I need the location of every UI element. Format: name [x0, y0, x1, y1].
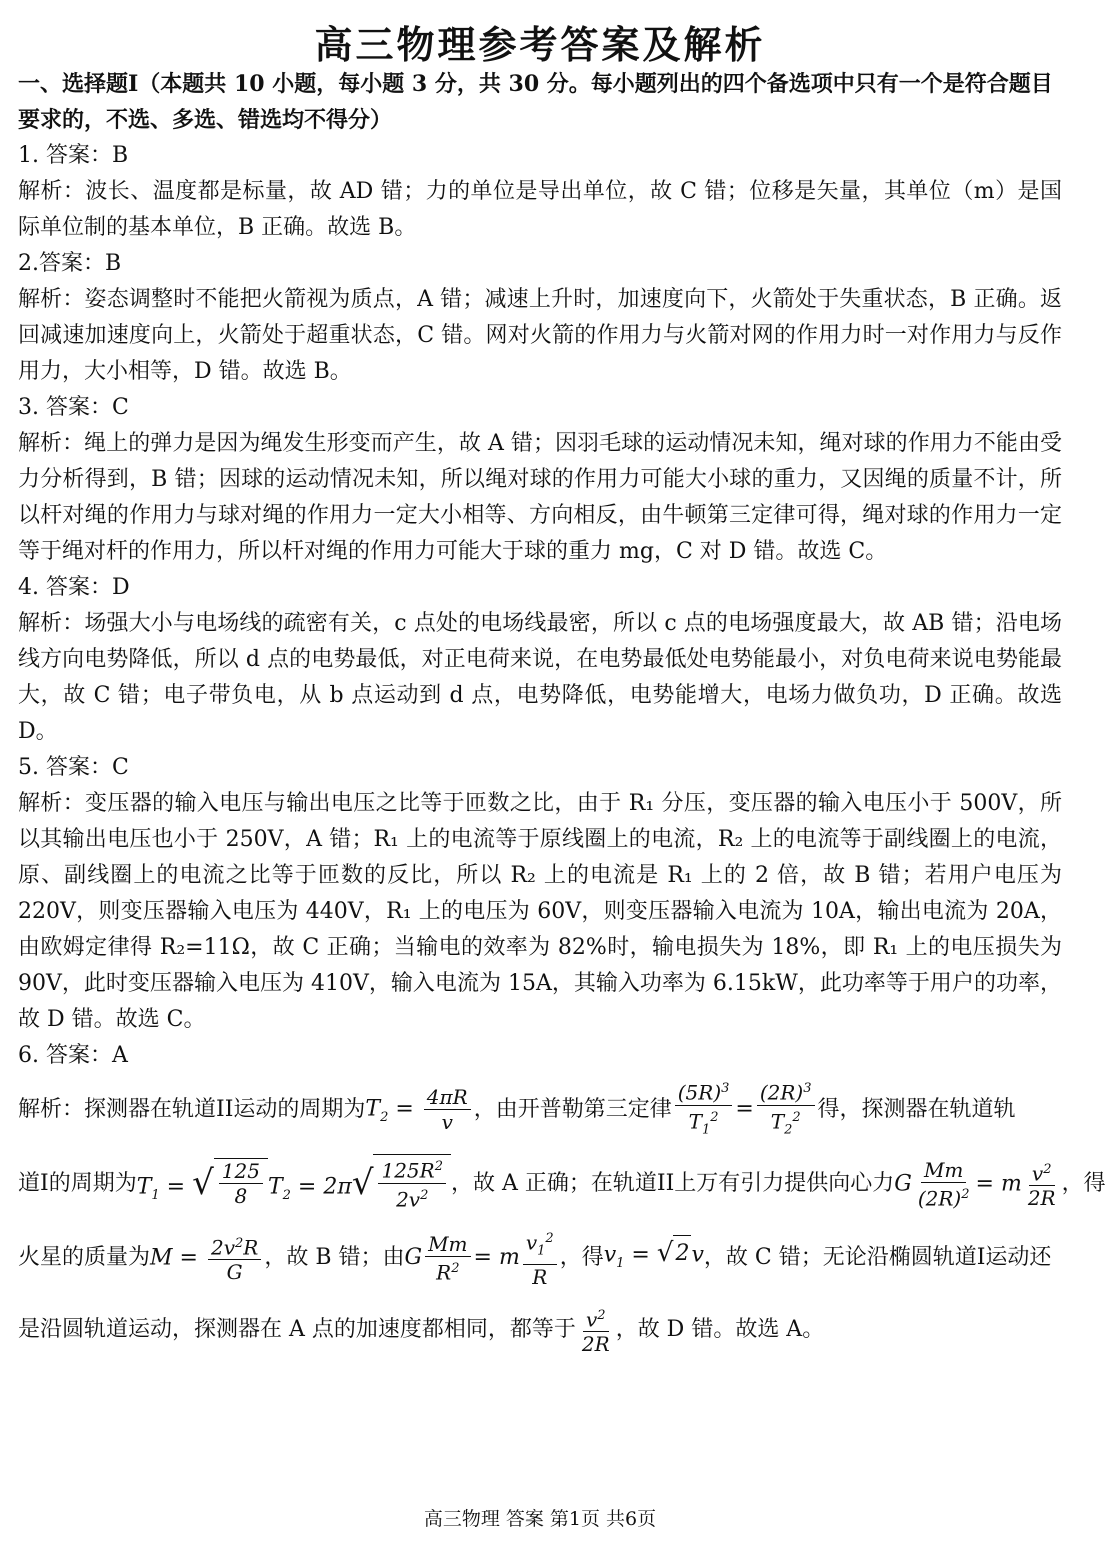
answer-line: 6. 答案：A: [18, 1043, 128, 1068]
q6-line-4: [18, 1294, 1062, 1366]
content-body: [0, 66, 1106, 1366]
q6-text: ，由开普勒第三定律: [473, 1097, 672, 1122]
answer-line: 3. 答案：C: [18, 395, 129, 420]
formula-v1-value: $v_1$ = √ 2 v: [604, 1235, 704, 1282]
answer-line: 1. 答案：B: [18, 143, 129, 168]
explanation-paragraph: 解析：变压器的输入电压与输出电压之比等于匝数之比，由于 R₁ 分压，变压器的输入电压小于 500V，所以其输出电压也小于 250V，A 错；R₁ 上的电流等于原线圈上的电流，R₂ 上的电流等于副线圈上的电流，原、副线圈上的电流之比等于匝数的反比，所以 R₂ 上的电流是 R₁ 上的 2 倍，故 B 错；若用户电压为 220V，则变压器输入电压为 440V，R₁ 上的电压为 60V，则变压器输入电流为 10A，输出电流为 20A，由欧姆定律得 R₂=11Ω，故 C 正确；当输电的效率为 82%时，输电损失为 18%，即 R₁ 上的电压损失为 90V，此时变压器输入电压为 410V，输入电流为 15A，其输入功率为 6.15kW，此功率等于用户的功率，故 D 错。故选 C。: [18, 791, 1062, 1032]
formula-v1-relation: G $\frac{Mm}{R^2}$ = m $\frac{v_1^2}{R}$: [405, 1227, 560, 1289]
q6-text: 解析：探测器在轨道II运动的周期为: [18, 1097, 366, 1122]
formula-mars-mass: M = $\frac{2v^2R}{G}$: [150, 1232, 264, 1285]
q6-text: ，故 A 正确；在轨道II上万有引力提供向心力: [451, 1171, 895, 1196]
explanation-paragraph: 解析：绳上的弹力是因为绳发生形变而产生，故 A 错；因羽毛球的运动情况未知，绳对球的作用力不能由受力分析得到，B 错；因球的运动情况未知，所以绳对球的作用力可能大小球的重力，又因绳的质量不计，所以杆对绳的作用力与球对绳的作用力一定大小相等、方向相反，由牛顿第三定律可得，绳对球的作用力一定等于绳对杆的作用力，所以杆对绳的作用力可能大于球的重力 mg，C 对 D 错。故选 C。: [18, 431, 1062, 564]
q6-text: ，故 C 错；无论沿椭圆轨道I运动还: [703, 1245, 1052, 1270]
q6-explanation: [18, 1074, 1106, 1366]
formula-period-t1: $T_1$ = √ $\frac{125}{8}$ $T_2 = 2\pi$ √ $\frac{125R^2}{2v^2}$: [137, 1154, 451, 1214]
answer-line: 4. 答案：D: [18, 575, 130, 600]
q6-text: 火星的质量为: [18, 1245, 151, 1270]
formula-kepler-third-law: $\frac{(5R)^3}{T_1^2}$ = $\frac{(2R)^3}{T_2^2}$: [672, 1077, 818, 1142]
explanation-paragraph: 解析：场强大小与电场线的疏密有关，c 点处的电场线最密，所以 c 点的电场强度最大，故 AB 错；沿电场线方向电势降低，所以 d 点的电势最低，对正电荷来说，在电势最低处电势能最小，对负电荷来说电势能最大，故 C 错；电子带负电，从 b 点运动到 d 点，电势降低，电势能增大，电场力做负功，D 正确。故选 D。: [18, 611, 1062, 744]
formula-acceleration: $\frac{v^2}{2R}$: [576, 1304, 616, 1357]
page-footer: 高三物理 答案 第1页 共6页: [423, 1508, 657, 1530]
q6-text: ，得: [1061, 1171, 1106, 1196]
answer-line: 5. 答案：C: [18, 755, 129, 780]
formula-period-t2: $T_2$ = $\frac{4\pi R}{v}$: [365, 1085, 473, 1136]
q6-text: 道I的周期为: [18, 1171, 137, 1196]
q6-line-2: [18, 1146, 1106, 1222]
q6-text: ，得: [559, 1245, 604, 1270]
explanation-paragraph: 解析：波长、温度都是标量，故 AD 错；力的单位是导出单位，故 C 错；位移是矢量，其单位（m）是国际单位制的基本单位，B 正确。故选 B。: [18, 179, 1062, 240]
q6-line-1: [18, 1074, 1062, 1146]
q6-text: ，故 B 错；由: [264, 1245, 405, 1270]
q6-text: 是沿圆轨道运动，探测器在 A 点的加速度都相同，都等于: [18, 1317, 576, 1342]
q6-line-3: [18, 1222, 1062, 1294]
page-title: 高三物理参考答案及解析: [314, 22, 766, 67]
q6-text: 得，探测器在轨道轨: [817, 1097, 1016, 1122]
explanation-paragraph: 解析：姿态调整时不能把火箭视为质点，A 错；减速上升时，加速度向下，火箭处于失重状态，B 正确。返回减速加速度向上，火箭处于超重状态，C 错。网对火箭的作用力与火箭对网的作用力时一对作用力与反作用力，大小相等，D 错。故选 B。: [18, 287, 1062, 384]
section-header: 一、选择题I（本题共 10 小题，每小题 3 分，共 30 分。每小题列出的四个备选项中只有一个是符合题目要求的，不选、多选、错选均不得分）: [18, 71, 1053, 133]
q6-text: ，故 D 错。故选 A。: [615, 1317, 825, 1342]
answer-line: 2.答案：B: [18, 251, 122, 276]
formula-gravitation-centripetal: G $\frac{Mm}{(2R)^2}$ = m $\frac{v^2}{2R}$: [894, 1157, 1056, 1211]
